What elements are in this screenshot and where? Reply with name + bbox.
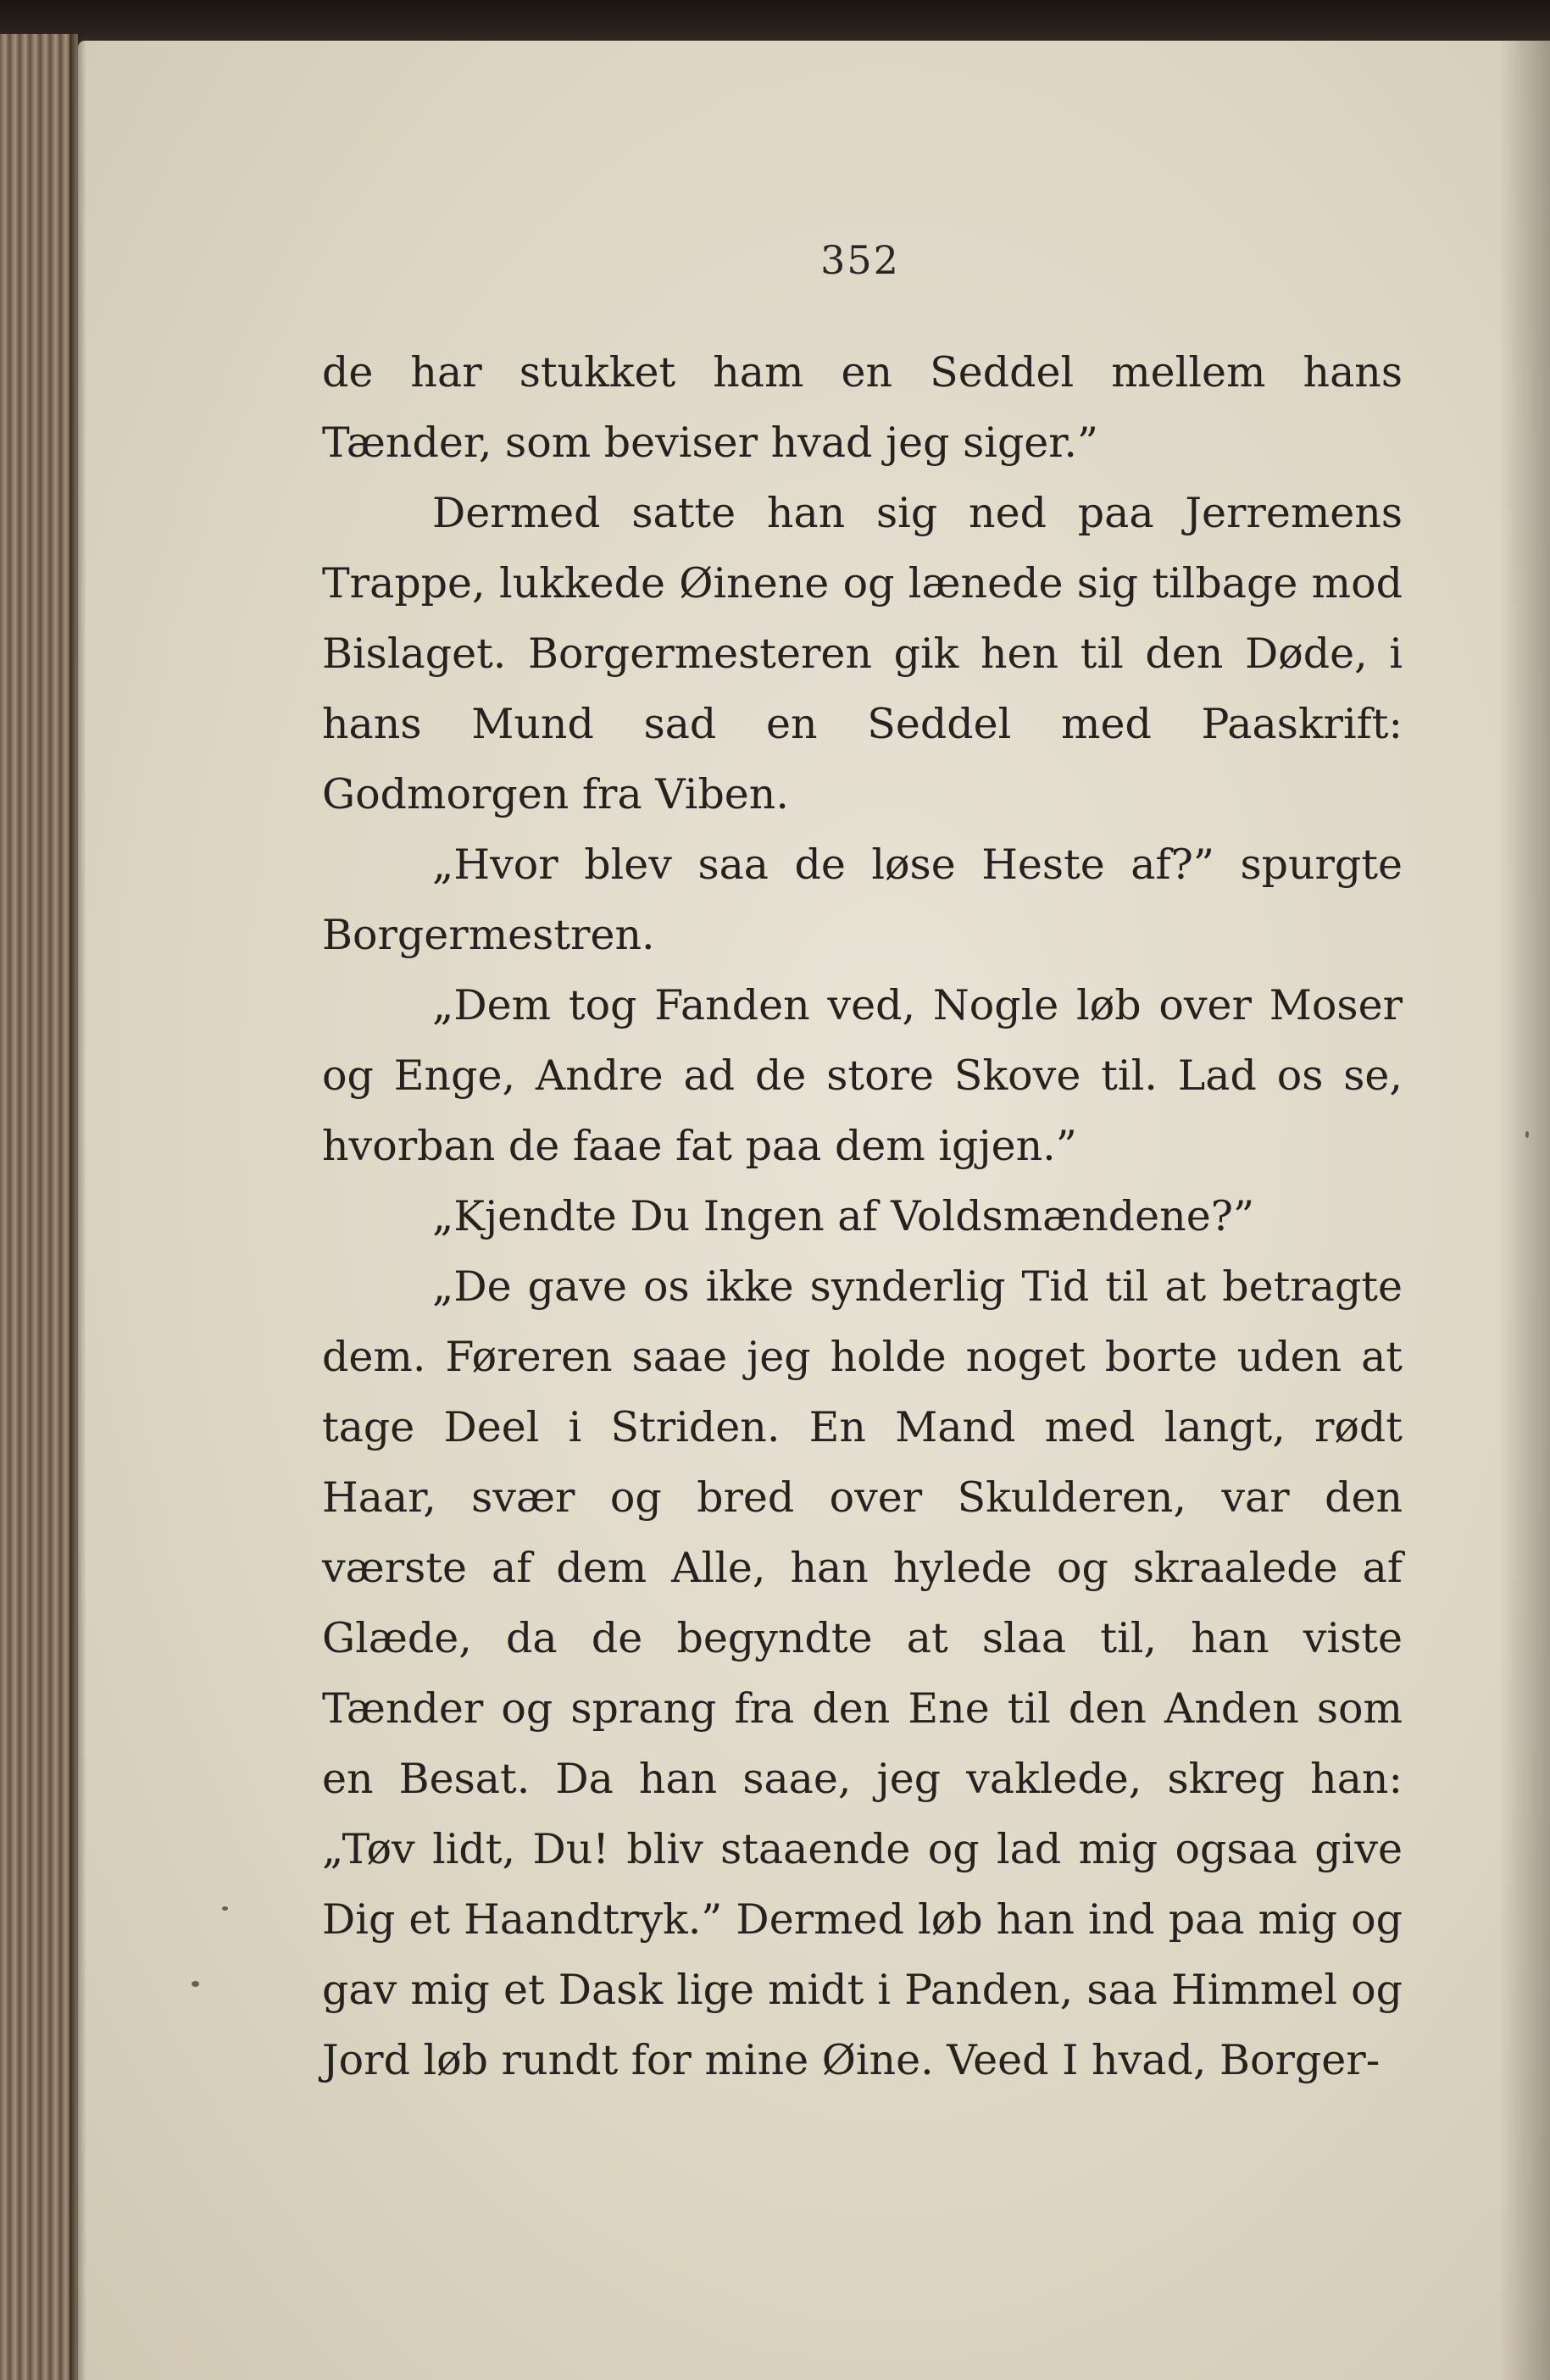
paragraph: „Hvor blev saa de løse Heste af?” spurgte Borgermestren. [322, 840, 1403, 959]
body-text [322, 337, 1403, 2095]
ink-speck [192, 1981, 199, 1987]
paragraph: „De gave os ikke synderlig Tid til at betragte dem. Føreren saae jeg holde noget borte uden at tage Deel i Striden. En Mand med langt, rødt Haar, svær og bred over Skulderen, var den værste af dem Alle, han hylede og skraalede af Glæde, da de begyndte at slaa til, han viste Tænder og sprang fra den Ene til den Anden som en Besat. Da han saae, jeg vaklede, skreg han: „Tøv lidt, Du! bliv staaende og lad mig ogsaa give Dig et Haandtryk.” Dermed løb han ind paa mig og gav mig et Dask lige midt i Panden, saa Himmel og Jord løb rundt for mine Øine. Veed I hvad, Borger- [322, 1262, 1403, 2084]
ink-speck [1525, 1131, 1529, 1138]
paragraph: Dermed satte han sig ned paa Jerremens Trappe, lukkede Øinene og lænede sig tilbage mod Bislaget. Borgermesteren gik hen til den Døde, i hans Mund sad en Seddel med Paaskrift: Godmorgen fra Viben. [322, 489, 1403, 818]
spine-shadow [69, 34, 86, 2380]
page-edge-shadow [1499, 41, 1550, 2380]
ink-speck [222, 1906, 228, 1911]
page-number: 352 [820, 237, 900, 283]
paragraph: „Kjendte Du Ingen af Voldsmændene?” [432, 1192, 1255, 1240]
paragraph: „Dem tog Fanden ved, Nogle løb over Moser og Enge, Andre ad de store Skove til. Lad os se, hvorban de faae fat paa dem igjen.” [322, 981, 1403, 1170]
paragraph: de har stukket ham en Seddel mellem hans Tænder, som beviser hvad jeg siger.” [322, 348, 1403, 467]
book-spine [0, 34, 78, 2380]
